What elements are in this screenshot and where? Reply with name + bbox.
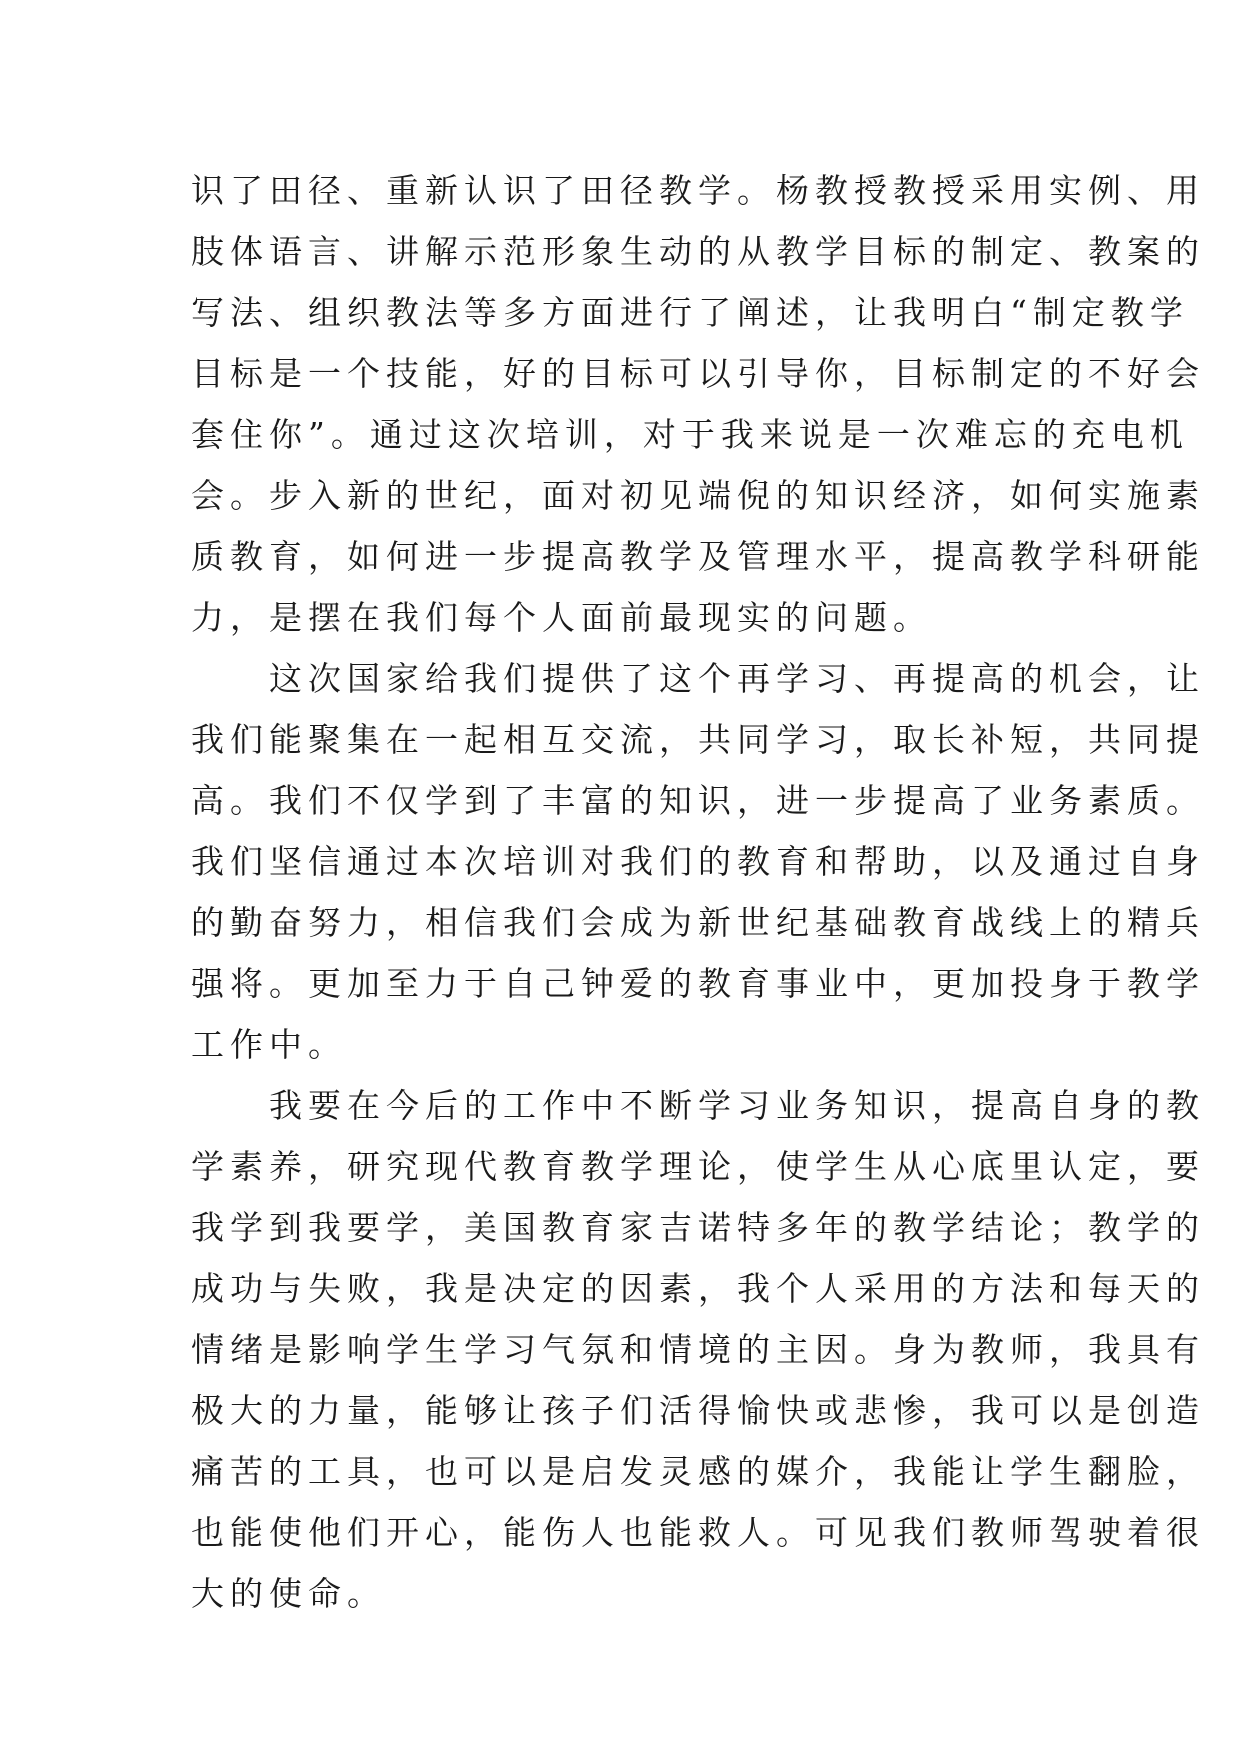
text-line: 极大的力量，能够让孩子们活得愉快或悲惨，我可以是创造 xyxy=(191,1391,1205,1430)
text-line: 我要在今后的工作中不断学习业务知识，提高自身的教 xyxy=(191,1086,1205,1125)
text-line: 会。步入新的世纪，面对初见端倪的知识经济，如何实施素 xyxy=(191,476,1205,515)
body-text xyxy=(191,160,1205,1624)
text-line: 目标是一个技能，好的目标可以引导你，目标制定的不好会 xyxy=(191,354,1205,393)
text-line: 我学到我要学，美国教育家吉诺特多年的教学结论；教学的 xyxy=(191,1208,1205,1247)
text-line: 也能使他们开心，能伤人也能救人。可见我们教师驾驶着很 xyxy=(191,1513,1205,1552)
text-line: 我们坚信通过本次培训对我们的教育和帮助，以及通过自身 xyxy=(191,842,1205,881)
text-line: 写法、组织教法等多方面进行了阐述，让我明白“制定教学 xyxy=(191,293,1189,332)
text-line: 肢体语言、讲解示范形象生动的从教学目标的制定、教案的 xyxy=(191,232,1205,271)
text-line: 我们能聚集在一起相互交流，共同学习，取长补短，共同提 xyxy=(191,720,1205,759)
text-line: 力，是摆在我们每个人面前最现实的问题。 xyxy=(191,598,932,637)
text-line: 这次国家给我们提供了这个再学习、再提高的机会，让 xyxy=(191,659,1205,698)
text-line: 大的使命。 xyxy=(191,1574,386,1613)
text-line: 学素养，研究现代教育教学理论，使学生从心底里认定，要 xyxy=(191,1147,1205,1186)
text-line: 的勤奋努力，相信我们会成为新世纪基础教育战线上的精兵 xyxy=(191,903,1205,942)
text-line: 套住你”。通过这次培训，对于我来说是一次难忘的充电机 xyxy=(191,415,1189,454)
text-line: 工作中。 xyxy=(191,1025,347,1064)
text-line: 识了田径、重新认识了田径教学。杨教授教授采用实例、用 xyxy=(191,171,1205,210)
text-line: 质教育，如何进一步提高教学及管理水平，提高教学科研能 xyxy=(191,537,1205,576)
text-line: 强将。更加至力于自己钟爱的教育事业中，更加投身于教学 xyxy=(191,964,1205,1003)
text-line: 情绪是影响学生学习气氛和情境的主因。身为教师，我具有 xyxy=(191,1330,1205,1369)
text-line: 高。我们不仅学到了丰富的知识，进一步提高了业务素质。 xyxy=(191,781,1205,820)
text-line: 成功与失败，我是决定的因素，我个人采用的方法和每天的 xyxy=(191,1269,1205,1308)
text-line: 痛苦的工具，也可以是启发灵感的媒介，我能让学生翻脸， xyxy=(191,1452,1205,1491)
